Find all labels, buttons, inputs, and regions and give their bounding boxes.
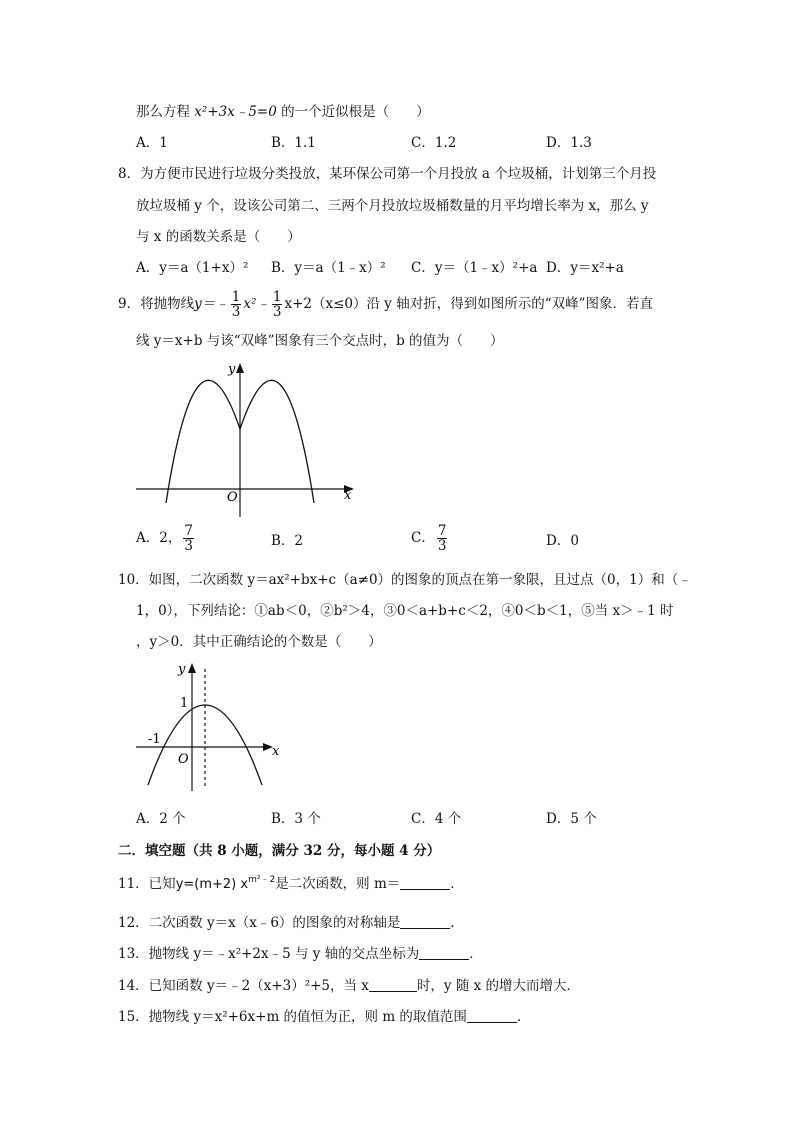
q9-y-label: y [228,362,236,377]
q9-option-c-fraction [437,524,448,553]
q14-answer-blank[interactable] [369,979,417,992]
q8-option-d[interactable]: D．y＝x²+a [546,260,624,276]
frac-den: 3 [272,304,282,321]
q7-equation: x²+3x﹣5=0 [194,104,277,120]
q10-option-a[interactable]: A．2 个 [136,811,186,827]
frac-den: 3 [231,304,241,321]
q9-left-peak-curve [166,380,240,503]
q9-origin-label: O [227,490,238,505]
q10-x-label: x [272,744,280,759]
frac-den: 3 [184,538,193,555]
q7-text-prefix: 那么方程 [136,104,195,120]
q8-line1: 8．为方便市民进行垃圾分类投放，某环保公司第一个月投放 a 个垃圾桶，计划第三个月投 [118,166,657,182]
q10-option-b[interactable]: B．3 个 [271,811,321,827]
q9-right-peak-curve [240,380,314,503]
q12-answer-blank[interactable] [400,916,450,929]
q8-line2: 放垃圾桶 y 个，设该公司第二、三两个月投放垃圾桶数量的月平均增长率为 x，那么 y [136,198,649,214]
q8-line3: 与 x 的函数关系是（ ） [136,229,301,245]
q10-neg-one-label: -1 [148,732,161,747]
section2-title: 二．填空题（共 8 小题，满分 32 分，每小题 4 分） [118,843,441,859]
q10-y-label: y [178,662,186,677]
q15 [118,1009,530,1025]
q15-text: 15．抛物线 y＝x²+6x+m 的值恒为正，则 m 的取值范围 [118,1009,467,1025]
q7-text-suffix: 的一个近似根是（ ） [276,104,430,120]
q14 [118,978,580,994]
frac-num: 1 [231,289,241,305]
q9-option-a-label: A．2， [136,530,182,547]
q13-text: 13．抛物线 y＝﹣x²+2x﹣5 与 y 轴的交点坐标为 [118,946,420,962]
q11-expression: y=(m+2) x [175,877,249,892]
q7-continuation [136,104,430,120]
frac-num: 1 [272,289,282,305]
q10-line2: 1，0），下列结论：①ab＜0，②b²＞4，③0＜a+b+c＜2，④0＜b＜1，⑤当 x＞﹣1 时 [136,603,674,619]
q8-option-c[interactable]: C．y＝（1﹣x）²+a [411,260,538,276]
q14-post: 时，y 随 x 的增大而增大． [416,978,581,994]
q9-y-arrow-icon [236,363,244,373]
q13-answer-blank[interactable] [419,947,469,960]
q14-text: 14．已知函数 y＝﹣2（x+3）²+5，当 x [118,978,369,994]
frac-num: 7 [184,523,193,539]
q9-double-peak-graph [130,355,370,525]
q13-end: ． [469,946,483,962]
q7-option-b[interactable]: B．1.1 [271,135,316,151]
q12-end: ． [450,915,464,931]
q11 [118,876,464,893]
q10-origin-label: O [178,752,189,767]
q8-option-a[interactable]: A．y＝a（1+x）² [136,260,249,276]
q13 [118,946,483,962]
q10-line3: ，y＞0．其中正确结论的个数是（ ） [136,634,382,650]
q9-eq-mid: x²﹣ [243,296,270,313]
q9-line1 [118,290,653,319]
q10-parabola-graph [130,655,285,795]
q11-prefix: 11．已知 [118,876,176,892]
q9-x-label: x [344,488,352,503]
q11-exponent: m²﹣2 [248,875,276,885]
q9-fraction-1 [231,290,242,319]
q9-option-c-label: C． [411,530,435,547]
q15-answer-blank[interactable] [467,1010,517,1023]
q9-option-b[interactable]: B．2 [271,533,304,549]
q9-option-a[interactable] [136,524,196,553]
q10-option-d[interactable]: D．5 个 [546,811,597,827]
q12-text: 12．二次函数 y＝x（x﹣6）的图象的对称轴是 [118,915,401,931]
q9-option-d[interactable]: D．0 [546,533,579,549]
q9-option-c[interactable] [411,524,449,553]
q11-answer-blank[interactable] [400,877,450,890]
q9-eq-post: x+2（x≤0）沿 y 轴对折，得到如图所示的“双峰”图象．若直 [284,296,653,313]
q8-option-b[interactable]: B．y＝a（1﹣x）² [271,260,386,276]
q15-end: ． [516,1009,531,1025]
q7-option-a[interactable]: A．1 [136,135,168,151]
q10-one-label: 1 [180,696,189,711]
q10-y-arrow-icon [188,663,196,673]
q10-line1: 10．如图，二次函数 y＝ax²+bx+c（a≠0）的图象的顶点在第一象限，且过点（0，1）和（﹣ [118,572,692,588]
frac-den: 3 [437,538,447,555]
q9-number: 9．将抛物线 [118,296,195,313]
q9-line2: 线 y＝x+b 与该“双峰”图象有三个交点时，b 的值为（ ） [136,333,504,349]
q10-option-c[interactable]: C．4 个 [411,811,462,827]
q12 [118,915,464,931]
q7-option-d[interactable]: D．1.3 [546,135,592,151]
q11-post: 是二次函数，则 m＝ [275,876,401,892]
q9-eq-pre: y＝﹣ [194,296,229,313]
q7-option-c[interactable]: C．1.2 [411,135,457,151]
q11-end: ． [450,876,464,892]
q9-option-a-fraction [183,524,194,553]
q9-fraction-2 [272,290,283,319]
frac-num: 7 [437,523,447,539]
